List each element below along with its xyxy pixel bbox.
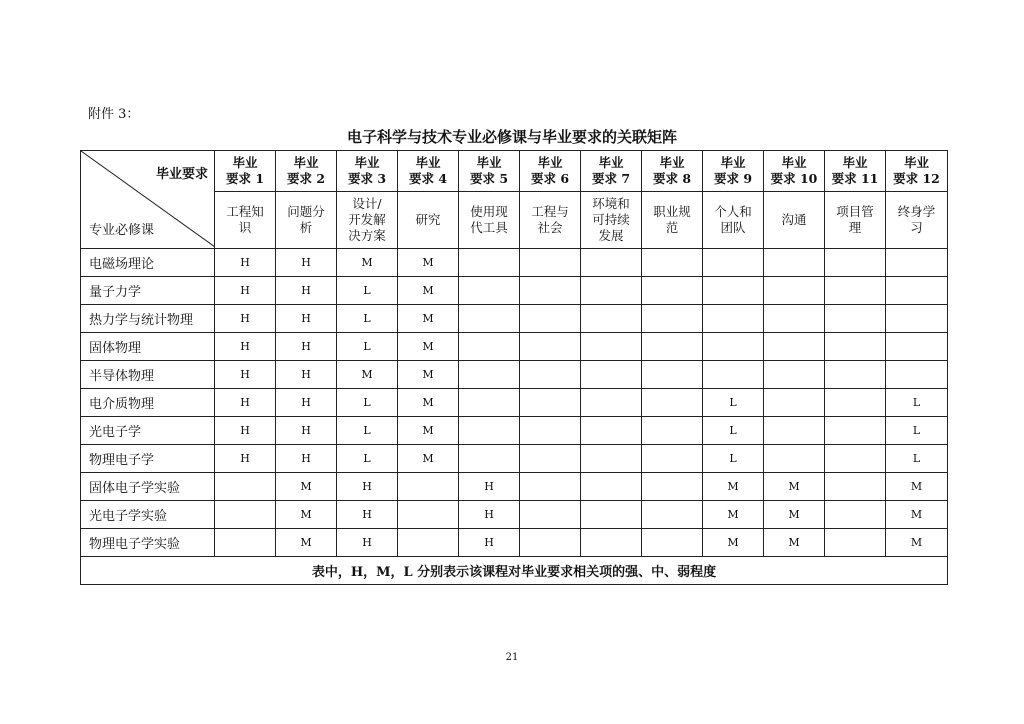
requirement-description-8: 职业规 范: [642, 192, 703, 249]
matrix-cell: [703, 361, 764, 389]
matrix-cell: L: [886, 389, 948, 417]
matrix-cell: M: [398, 249, 459, 277]
matrix-cell: [581, 417, 642, 445]
matrix-cell: [581, 333, 642, 361]
matrix-cell: H: [215, 333, 276, 361]
matrix-cell: [215, 501, 276, 529]
matrix-cell: [520, 333, 581, 361]
matrix-cell: H: [215, 389, 276, 417]
requirement-header-8: 毕业 要求 8: [642, 151, 703, 192]
table-row: [81, 361, 948, 389]
matrix-cell: [825, 473, 886, 501]
requirement-description-4: 研究: [398, 192, 459, 249]
matrix-cell: [642, 277, 703, 305]
matrix-cell: [581, 473, 642, 501]
matrix-cell: M: [398, 417, 459, 445]
matrix-cell: [764, 249, 825, 277]
matrix-cell: [581, 445, 642, 473]
matrix-cell: [825, 305, 886, 333]
matrix-cell: H: [276, 277, 337, 305]
course-name: 物理电子学: [81, 445, 215, 473]
corner-top-label: 毕业要求: [155, 167, 208, 182]
matrix-cell: M: [703, 529, 764, 557]
course-name: 热力学与统计物理: [81, 305, 215, 333]
requirement-description-3: 设计/ 开发解 决方案: [337, 192, 398, 249]
matrix-cell: M: [764, 473, 825, 501]
matrix-cell: L: [703, 389, 764, 417]
course-name: 半导体物理: [81, 361, 215, 389]
matrix-cell: M: [276, 529, 337, 557]
matrix-cell: [215, 529, 276, 557]
matrix-cell: L: [337, 333, 398, 361]
matrix-cell: [642, 417, 703, 445]
matrix-cell: L: [337, 389, 398, 417]
matrix-cell: [642, 473, 703, 501]
matrix-cell: H: [276, 361, 337, 389]
matrix-cell: M: [886, 473, 948, 501]
requirement-header-2: 毕业 要求 2: [276, 151, 337, 192]
matrix-cell: L: [337, 417, 398, 445]
table-row: [81, 473, 948, 501]
matrix-cell: H: [276, 333, 337, 361]
requirement-header-6: 毕业 要求 6: [520, 151, 581, 192]
matrix-cell: [764, 361, 825, 389]
matrix-cell: [398, 529, 459, 557]
matrix-cell: [825, 501, 886, 529]
matrix-cell: [825, 249, 886, 277]
matrix-cell: L: [337, 305, 398, 333]
matrix-cell: [459, 445, 520, 473]
matrix-cell: M: [764, 501, 825, 529]
requirement-description-12: 终身学 习: [886, 192, 948, 249]
matrix-cell: H: [276, 305, 337, 333]
matrix-cell: H: [276, 445, 337, 473]
matrix-cell: [703, 249, 764, 277]
matrix-cell: H: [459, 501, 520, 529]
matrix-cell: M: [276, 473, 337, 501]
matrix-cell: H: [215, 249, 276, 277]
matrix-cell: M: [886, 529, 948, 557]
matrix-cell: L: [337, 277, 398, 305]
matrix-cell: [581, 389, 642, 417]
matrix-cell: M: [764, 529, 825, 557]
table-row: [81, 529, 948, 557]
requirement-description-10: 沟通: [764, 192, 825, 249]
matrix-cell: H: [215, 305, 276, 333]
requirement-header-1: 毕业 要求 1: [215, 151, 276, 192]
matrix-cell: H: [459, 473, 520, 501]
matrix-cell: H: [276, 249, 337, 277]
matrix-cell: M: [276, 501, 337, 529]
matrix-cell: H: [337, 529, 398, 557]
matrix-cell: L: [886, 445, 948, 473]
matrix-cell: M: [703, 501, 764, 529]
matrix-cell: [825, 529, 886, 557]
matrix-cell: [459, 361, 520, 389]
matrix-cell: M: [703, 473, 764, 501]
matrix-cell: M: [398, 277, 459, 305]
matrix-cell: [642, 501, 703, 529]
matrix-cell: H: [215, 277, 276, 305]
matrix-cell: [886, 305, 948, 333]
table-row: [81, 417, 948, 445]
matrix-cell: [398, 473, 459, 501]
matrix-cell: [886, 249, 948, 277]
matrix-cell: [703, 305, 764, 333]
matrix-cell: [703, 277, 764, 305]
matrix-cell: [764, 417, 825, 445]
requirement-description-1: 工程知 识: [215, 192, 276, 249]
matrix-cell: [520, 277, 581, 305]
matrix-cell: M: [337, 249, 398, 277]
matrix-cell: L: [337, 445, 398, 473]
matrix-cell: [642, 361, 703, 389]
course-name: 电磁场理论: [81, 249, 215, 277]
matrix-cell: M: [398, 445, 459, 473]
matrix-body: [81, 249, 948, 557]
matrix-cell: H: [337, 473, 398, 501]
table-row: [81, 333, 948, 361]
requirement-description-2: 问题分 析: [276, 192, 337, 249]
course-name: 量子力学: [81, 277, 215, 305]
requirement-header-11: 毕业 要求 11: [825, 151, 886, 192]
matrix-cell: [642, 529, 703, 557]
attachment-label: 附件 3：: [88, 107, 140, 122]
matrix-cell: [642, 445, 703, 473]
course-name: 光电子学: [81, 417, 215, 445]
matrix-cell: [398, 501, 459, 529]
matrix-cell: [581, 277, 642, 305]
matrix-cell: H: [215, 361, 276, 389]
table-row: [81, 249, 948, 277]
table-row: [81, 445, 948, 473]
matrix-cell: [642, 389, 703, 417]
matrix-cell: [459, 333, 520, 361]
matrix-cell: H: [276, 417, 337, 445]
matrix-cell: [581, 249, 642, 277]
matrix-cell: H: [215, 445, 276, 473]
matrix-cell: [459, 249, 520, 277]
matrix-cell: [642, 333, 703, 361]
matrix-cell: [642, 305, 703, 333]
footnote: 表中，H，M，L 分别表示该课程对毕业要求相关项的强、中、弱程度: [81, 557, 948, 585]
matrix-cell: [520, 501, 581, 529]
matrix-cell: [581, 529, 642, 557]
table-row: [81, 277, 948, 305]
requirement-header-10: 毕业 要求 10: [764, 151, 825, 192]
course-name: 固体物理: [81, 333, 215, 361]
table-row: [81, 501, 948, 529]
matrix-cell: [764, 333, 825, 361]
matrix-cell: [642, 249, 703, 277]
corner-bottom-label: 专业必修课: [89, 223, 155, 238]
course-name: 物理电子学实验: [81, 529, 215, 557]
matrix-cell: [581, 305, 642, 333]
matrix-cell: [825, 389, 886, 417]
matrix-cell: [459, 277, 520, 305]
matrix-cell: H: [215, 417, 276, 445]
course-name: 光电子学实验: [81, 501, 215, 529]
requirement-header-9: 毕业 要求 9: [703, 151, 764, 192]
matrix-title: 电子科学与技术专业必修课与毕业要求的关联矩阵: [346, 128, 677, 146]
matrix-cell: [825, 417, 886, 445]
corner-cell: [81, 151, 215, 249]
matrix-cell: H: [276, 389, 337, 417]
requirement-description-6: 工程与 社会: [520, 192, 581, 249]
matrix-cell: [520, 305, 581, 333]
matrix-cell: [459, 417, 520, 445]
matrix-cell: [703, 333, 764, 361]
page-number: 21: [505, 652, 519, 663]
matrix-cell: M: [337, 361, 398, 389]
matrix-cell: [764, 277, 825, 305]
requirement-header-7: 毕业 要求 7: [581, 151, 642, 192]
matrix-cell: [215, 473, 276, 501]
matrix-cell: M: [398, 305, 459, 333]
matrix-cell: H: [459, 529, 520, 557]
matrix-cell: [825, 333, 886, 361]
matrix-cell: [886, 277, 948, 305]
course-name: 电介质物理: [81, 389, 215, 417]
header-row-requirements: [81, 151, 948, 192]
requirement-description-9: 个人和 团队: [703, 192, 764, 249]
requirement-header-4: 毕业 要求 4: [398, 151, 459, 192]
course-name: 固体电子学实验: [81, 473, 215, 501]
matrix-cell: M: [398, 333, 459, 361]
matrix-cell: L: [703, 445, 764, 473]
matrix-cell: [520, 473, 581, 501]
matrix-cell: [825, 361, 886, 389]
matrix-cell: [764, 445, 825, 473]
requirements-matrix: [80, 150, 948, 585]
matrix-cell: [581, 501, 642, 529]
footnote-row: [81, 557, 948, 585]
requirement-header-3: 毕业 要求 3: [337, 151, 398, 192]
matrix-cell: M: [886, 501, 948, 529]
matrix-cell: [520, 389, 581, 417]
matrix-cell: [825, 277, 886, 305]
requirement-header-5: 毕业 要求 5: [459, 151, 520, 192]
requirement-description-11: 项目管 理: [825, 192, 886, 249]
matrix-cell: [764, 389, 825, 417]
matrix-cell: [520, 249, 581, 277]
matrix-cell: [764, 305, 825, 333]
table-row: [81, 305, 948, 333]
matrix-cell: L: [886, 417, 948, 445]
requirement-description-5: 使用现 代工具: [459, 192, 520, 249]
matrix-cell: [520, 417, 581, 445]
requirement-description-7: 环境和 可持续 发展: [581, 192, 642, 249]
table-row: [81, 389, 948, 417]
matrix-cell: [520, 361, 581, 389]
matrix-cell: [886, 361, 948, 389]
matrix-cell: [886, 333, 948, 361]
matrix-cell: H: [337, 501, 398, 529]
matrix-cell: [581, 361, 642, 389]
matrix-cell: L: [703, 417, 764, 445]
matrix-cell: M: [398, 361, 459, 389]
requirement-header-12: 毕业 要求 12: [886, 151, 948, 192]
matrix-cell: [520, 445, 581, 473]
matrix-cell: [459, 389, 520, 417]
matrix-cell: [520, 529, 581, 557]
matrix-cell: [825, 445, 886, 473]
matrix-cell: M: [398, 389, 459, 417]
matrix-cell: [459, 305, 520, 333]
